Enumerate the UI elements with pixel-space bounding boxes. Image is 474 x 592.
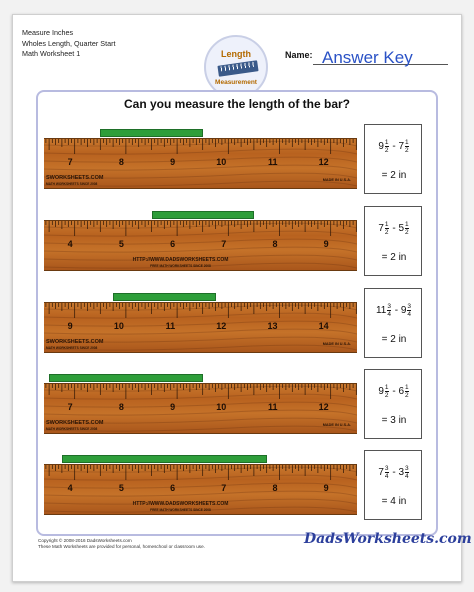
ruler-scale [44, 384, 357, 435]
ruler-inch-label: 12 [318, 157, 329, 167]
start-fraction: $\frac{1}{2}$ [405, 384, 409, 399]
measurement-problem [44, 122, 432, 194]
answer-box [364, 288, 422, 358]
ruler-inch-label: 12 [318, 402, 329, 412]
end-fraction: $\frac{1}{2}$ [384, 221, 389, 236]
ruler-made-text: MADE IN U.S.A. [322, 178, 351, 182]
answer-result: = 3 in [381, 415, 407, 426]
answer-box [364, 450, 422, 520]
ruler-inch-label: 8 [272, 483, 278, 493]
start-whole: 6 [398, 386, 405, 398]
start-whole: 9 [400, 305, 407, 317]
copyright-footer [38, 538, 205, 550]
ruler-inch-label: 11 [267, 402, 278, 412]
ruler-inch-label: 4 [67, 483, 73, 493]
start-whole: 3 [398, 467, 405, 479]
header-line-1: Measure Inches [22, 28, 74, 37]
logo-subtitle: Measurement [215, 79, 257, 86]
ruler-inch-label: 9 [170, 402, 176, 412]
end-fraction: $\frac{1}{2}$ [384, 139, 389, 154]
ruler-inch-label: 7 [67, 157, 73, 167]
ruler-inch-label: 13 [267, 321, 278, 331]
ruler-inch-label: 11 [267, 157, 278, 167]
end-fraction: $\frac{3}{4}$ [387, 303, 391, 318]
ruler-site-text: SWORKSHEETS.COM [46, 339, 104, 345]
ruler-inch-label: 9 [323, 483, 329, 493]
ruler-site-subtext: FREE MATH WORKSHEETS SINCE 2008 [150, 508, 211, 512]
ruler-inch-label: 9 [323, 239, 329, 249]
ruler-inch-label: 10 [216, 157, 227, 167]
minus-sign: - [394, 305, 399, 317]
end-fraction: $\frac{3}{4}$ [384, 465, 389, 480]
ruler-inch-label: 7 [221, 239, 227, 249]
wooden-ruler [44, 138, 357, 189]
minus-sign: - [392, 223, 396, 235]
question-heading: Can you measure the length of the bar? [123, 97, 351, 111]
ruler-inch-label: 14 [318, 321, 329, 331]
ruler-inch-label: 9 [170, 157, 176, 167]
header-line-3: Math Worksheet 1 [22, 49, 81, 58]
subtraction-expression [367, 139, 421, 154]
measurement-problem [44, 286, 432, 358]
start-fraction: $\frac{3}{4}$ [405, 465, 409, 480]
brand-logo: DadsWorksheets.com [304, 531, 472, 547]
ruler-inch-label: 5 [118, 239, 124, 249]
measurement-problem [44, 448, 432, 520]
measured-bar [152, 211, 254, 219]
answer-box [364, 206, 422, 276]
ruler-inch-label: 12 [216, 321, 227, 331]
answer-result: = 2 in [381, 170, 407, 181]
answer-result: = 2 in [381, 334, 407, 345]
ruler-site-text: SWORKSHEETS.COM [46, 420, 104, 426]
ruler-made-text: MADE IN U.S.A. [322, 342, 351, 346]
ruler-inch-label: 7 [221, 483, 227, 493]
ruler-inch-label: 11 [165, 321, 176, 331]
ruler-site-subtext: FREE MATH WORKSHEETS SINCE 2008 [150, 264, 211, 268]
subtraction-expression [367, 384, 421, 399]
ruler-inch-label: 6 [170, 239, 176, 249]
end-whole: 9 [378, 141, 384, 153]
ruler-inch-label: 5 [118, 483, 124, 493]
measured-bar [49, 374, 203, 382]
subtraction-expression [367, 221, 421, 236]
wooden-ruler [44, 464, 357, 515]
minus-sign: - [392, 141, 396, 153]
ruler-site-subtext: MATH WORKSHEETS SINCE 2008 [46, 182, 98, 186]
answer-box [364, 124, 422, 194]
measured-bar [100, 129, 202, 137]
minus-sign: - [392, 467, 396, 479]
end-whole: 9 [378, 386, 384, 398]
subtraction-expression [367, 465, 421, 480]
wooden-ruler [44, 383, 357, 434]
ruler-inch-label: 9 [67, 321, 73, 331]
start-whole: 5 [398, 223, 405, 235]
subtraction-expression [367, 303, 421, 318]
ruler-site-subtext: MATH WORKSHEETS SINCE 2008 [46, 427, 98, 431]
ruler-inch-label: 7 [67, 402, 73, 412]
end-whole: 7 [378, 223, 384, 235]
start-whole: 7 [398, 141, 405, 153]
measurement-problem [44, 367, 432, 439]
ruler-site-subtext: MATH WORKSHEETS SINCE 2008 [46, 346, 98, 350]
end-fraction: $\frac{1}{2}$ [384, 384, 389, 399]
ruler-site-text: HTTP://WWW.DADSWORKSHEETS.COM [132, 501, 229, 507]
ruler-inch-label: 8 [118, 157, 124, 167]
ruler-site-text: SWORKSHEETS.COM [46, 175, 104, 181]
measured-bar [113, 293, 215, 301]
ruler-made-text: MADE IN U.S.A. [322, 423, 351, 427]
name-label: Name: [285, 50, 313, 60]
answer-result: = 2 in [381, 252, 407, 263]
usage-line: These Math Worksheets are provided for personal, homeschool or classroom use. [38, 544, 205, 549]
ruler-inch-label: 10 [216, 402, 227, 412]
ruler-scale [44, 139, 357, 190]
ruler-inch-label: 4 [67, 239, 73, 249]
minus-sign: - [392, 386, 396, 398]
measured-bar [62, 455, 267, 463]
wooden-ruler [44, 302, 357, 353]
worksheet-header [22, 28, 115, 60]
ruler-icon [217, 60, 258, 76]
ruler-scale [44, 465, 357, 516]
wooden-ruler [44, 220, 357, 271]
ruler-scale [44, 221, 357, 272]
end-whole: 7 [378, 467, 384, 479]
answer-box [364, 369, 422, 439]
ruler-inch-label: 8 [118, 402, 124, 412]
start-fraction: $\frac{1}{2}$ [405, 221, 409, 236]
end-whole: 11 [375, 305, 387, 317]
ruler-site-text: HTTP://WWW.DADSWORKSHEETS.COM [132, 257, 229, 263]
start-fraction: $\frac{3}{4}$ [407, 303, 412, 318]
logo-title: Length [221, 49, 251, 59]
ruler-inch-label: 6 [170, 483, 176, 493]
answer-result: = 4 in [381, 496, 407, 507]
header-line-2: Wholes Length, Quarter Start [22, 38, 116, 48]
start-fraction: $\frac{1}{2}$ [405, 139, 409, 154]
copyright-line: Copyright © 2008-2016 DadsWorksheets.com [38, 538, 132, 543]
answer-key-label: Answer Key [322, 48, 413, 67]
ruler-scale [44, 303, 357, 354]
ruler-inch-label: 8 [272, 239, 278, 249]
measurement-problem [44, 204, 432, 276]
ruler-inch-label: 10 [113, 321, 124, 331]
